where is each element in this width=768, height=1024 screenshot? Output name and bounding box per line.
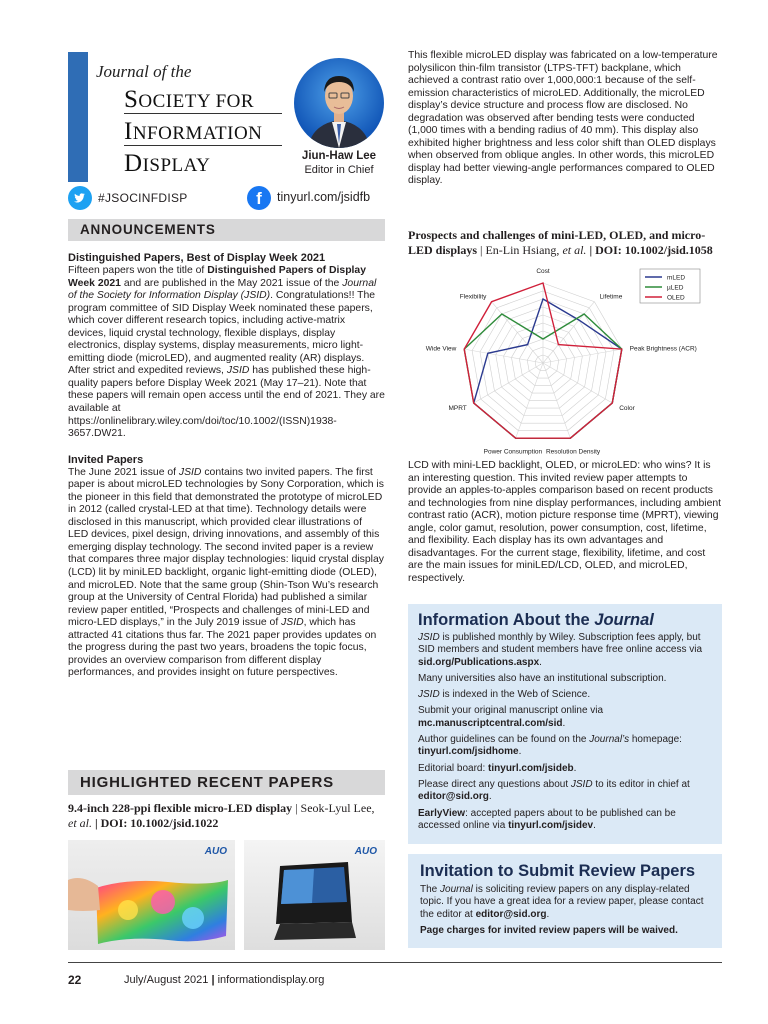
announcements-header: ANNOUNCEMENTS: [68, 219, 385, 241]
info-guidelines: Author guidelines can be found on the Journal’s homepage: tinyurl.com/jsidhome.: [418, 734, 682, 758]
radar-legend-label: µLED: [667, 284, 684, 292]
distinguished-papers-paragraph: Fifteen papers won the title of Distinguished Papers of Display Week 2021 and are published in the May 2021 issue of the Journal of the Society for Information Display (JSID). Congratulations!! The program committee of SID Display Week nominated these papers, which cover different research topics, including active-matrix devices, liquid crystal technology, flexible displays, display electronics, display systems, display measurements, micro light-emitting diode (microLED), and augmented reality (AR) displays. After strict and expedited reviews, JSID has published these high-quality papers before Display Week 2021 (May 17–21). Note that these papers will remain open access until the end of 2021. They are available at https://onlinelibrary.wiley.com/doi/toc/10.1002/(ISSN)1938-3657.DW21.: [68, 265, 385, 440]
footer-issue: July/August 2021 | informationdisplay.org: [124, 974, 325, 986]
radar-axis-label: Resolution Density: [545, 448, 601, 456]
radar-axis-label: Flexibility: [459, 293, 487, 301]
distinguished-papers-heading: Distinguished Papers, Best of Display Week 2021: [68, 252, 326, 264]
radar-axis-label: Cost: [536, 268, 550, 275]
invitation-text: The Journal is soliciting review papers on any display-related topic. If you have a great idea for a review paper, please contact the editor at editor@sid.org.: [420, 884, 704, 920]
twitter-icon[interactable]: [68, 186, 92, 210]
facebook-link[interactable]: tinyurl.com/jsidfb: [277, 190, 371, 204]
footer-site-link[interactable]: informationdisplay.org: [217, 974, 325, 986]
editor-role: Editor in Chief: [304, 164, 374, 176]
invitation-waiver: Page charges for invited review papers will be waived.: [420, 924, 678, 936]
radar-legend-label: OLED: [667, 294, 685, 302]
manuscript-central-link[interactable]: mc.manuscriptcentral.com/sid: [418, 717, 563, 729]
announcements-body: [68, 252, 385, 680]
radar-axis-line: [464, 349, 543, 363]
paper2-abstract: [408, 460, 722, 585]
invitation-box: [408, 854, 722, 948]
paper1-abstract: [408, 50, 722, 188]
masthead-accent-bar: [68, 52, 88, 182]
radar-axis-line: [543, 302, 594, 363]
editor-email-link[interactable]: editor@sid.org: [418, 791, 489, 803]
invited-papers-paragraph: The June 2021 issue of JSID contains two invited papers. The first paper is about microLED technologies by Sony Corporation, which is the pioneer in this field that demonstrated the prototype of microLED in 2012 (called crystal-LED at that time). Technology details were disclosed in this manuscript, which provided clear illustrations of LED devices, pixel design, driving innovations, and assembly of this emerging display technology. The second invited paper is a review that compares three major display technologies: liquid crystal display (LCD) lit by miniLED backlight, organic light-emitting diode (OLED), and microLED. Note that the same group (Shin-Tson Wu’s research group at the University of Central Florida) had published a similar review paper entitled, “Prospects and challenges of mini-LED and micro-LED displays,” in the July 2019 issue of JSID, which has attracted 41 citations thus far. The 2021 paper provides updates on the progress during the past two years, broadens the topic focus, provides an overview comparison from different display performances, and provides insight on future perspectives.: [68, 466, 384, 679]
footer-rule: [68, 962, 722, 963]
radar-axis-label: Power Consumption: [483, 448, 543, 456]
earlyview-link[interactable]: tinyurl.com/jsidev: [508, 819, 594, 831]
journal-info-title: Information About the Journal: [418, 611, 654, 629]
jsid-home-link[interactable]: tinyurl.com/jsidhome: [418, 746, 519, 758]
radar-axis-label: MPRT: [448, 405, 467, 412]
info-subscription: JSID is published monthly by Wiley. Subscription fees apply, but SID members and student members have free online access via sid.org/Publications.aspx.: [418, 632, 703, 668]
flexible-display-photo: [68, 840, 235, 950]
info-earlyview: EarlyView: accepted papers about to be published can be accessed online via tinyurl.com/jsidev.: [418, 807, 676, 831]
journal-title-information: INFORMATION: [124, 118, 263, 145]
editor-name: Jiun-Haw Lee: [301, 150, 377, 162]
invitation-email-link[interactable]: editor@sid.org: [475, 908, 547, 920]
radar-chart: [408, 265, 722, 460]
info-indexed: JSID is indexed in the Web of Science.: [418, 689, 591, 701]
radar-axis-label: Peak Brightness (ACR): [629, 345, 697, 353]
auo-logo: AUO: [354, 846, 377, 857]
radar-axis-label: Lifetime: [599, 293, 623, 301]
info-editorial-board: Editorial board: tinyurl.com/jsideb.: [418, 762, 577, 774]
info-questions: Please direct any questions about JSID to its editor in chief at editor@sid.org.: [418, 778, 690, 803]
journal-info-box: [408, 604, 722, 844]
editor-photo: [294, 58, 384, 148]
radar-axis-line: [474, 363, 543, 403]
paper2-abstract-text: LCD with mini-LED backlight, OLED, or microLED: who wins? It is an interesting question. This invited review paper attempts to provide an apples-to-apples comparison based on recent products and technologies from nine display performances, including ambient contrast ratio (ACR), motion picture response time (MPRT), viewing angle, color gamut, resolution, power consumption, cost, lifetime, and flexibility. Each display has its own advantages and disadvantages. For the current stage, flexibility, lifetime, and cost are the main issues for miniLED/LCD, OLED, and microLED, respectively.: [408, 460, 722, 584]
radar-axis-line: [492, 302, 543, 363]
twitter-handle[interactable]: #JSOCINFDISP: [98, 191, 188, 205]
radar-legend-label: mLED: [667, 274, 686, 282]
journal-of-text: Journal of the: [96, 62, 192, 81]
publications-link[interactable]: sid.org/Publications.aspx: [418, 656, 540, 668]
info-submit: Submit your original manuscript online via mc.manuscriptcentral.com/sid.: [418, 705, 604, 729]
paper1-citation: 9.4-inch 228-ppi flexible micro-LED display | Seok-Lyul Lee, et al. | DOI: 10.1002/jsid.1022: [68, 801, 375, 830]
facebook-icon[interactable]: f: [247, 186, 271, 210]
paper2-citation: Prospects and challenges of mini-LED, OLED, and micro-LED displays | En-Lin Hsiang, et al. | DOI: 10.1002/jsid.1058: [408, 228, 713, 257]
radar-axis-label: Wide View: [425, 345, 457, 353]
curved-display-photo: [244, 840, 385, 950]
radar-axis-line: [543, 363, 612, 403]
journal-title-society: SOCIETY FOR: [124, 86, 255, 113]
invited-papers-heading: Invited Papers: [68, 453, 144, 466]
invitation-title: Invitation to Submit Review Papers: [420, 862, 696, 880]
info-institutional: Many universities also have an institutional subscription.: [418, 672, 667, 684]
paper1-abstract-text: This flexible microLED display was fabricated on a low-temperature polysilicon thin-film transistor (LTPS-TFT) backplane, which achieved a contrast ratio over 1,000,000:1 because of the self-emission characteristics of microLED. Additionally, the microLED display’s device structure and process flow are disclosed. No degradation was observed after bending tests were conducted (1,000 times with a bending radius of 40 mm). This display also exhibited higher brightness and less color shift than OLED displays when observed from oblique angles. In other words, this microLED display had better viewing-angle performances compared to OLED display.: [408, 50, 718, 187]
auo-logo: AUO: [204, 846, 227, 857]
highlighted-papers-header: HIGHLIGHTED RECENT PAPERS: [68, 770, 385, 795]
radar-axis-line: [543, 349, 622, 363]
radar-axis-label: Color: [619, 405, 635, 412]
page-number: 22: [68, 973, 82, 987]
editorial-board-link[interactable]: tinyurl.com/jsideb: [488, 762, 574, 774]
journal-title-display: DISPLAY: [124, 150, 211, 177]
